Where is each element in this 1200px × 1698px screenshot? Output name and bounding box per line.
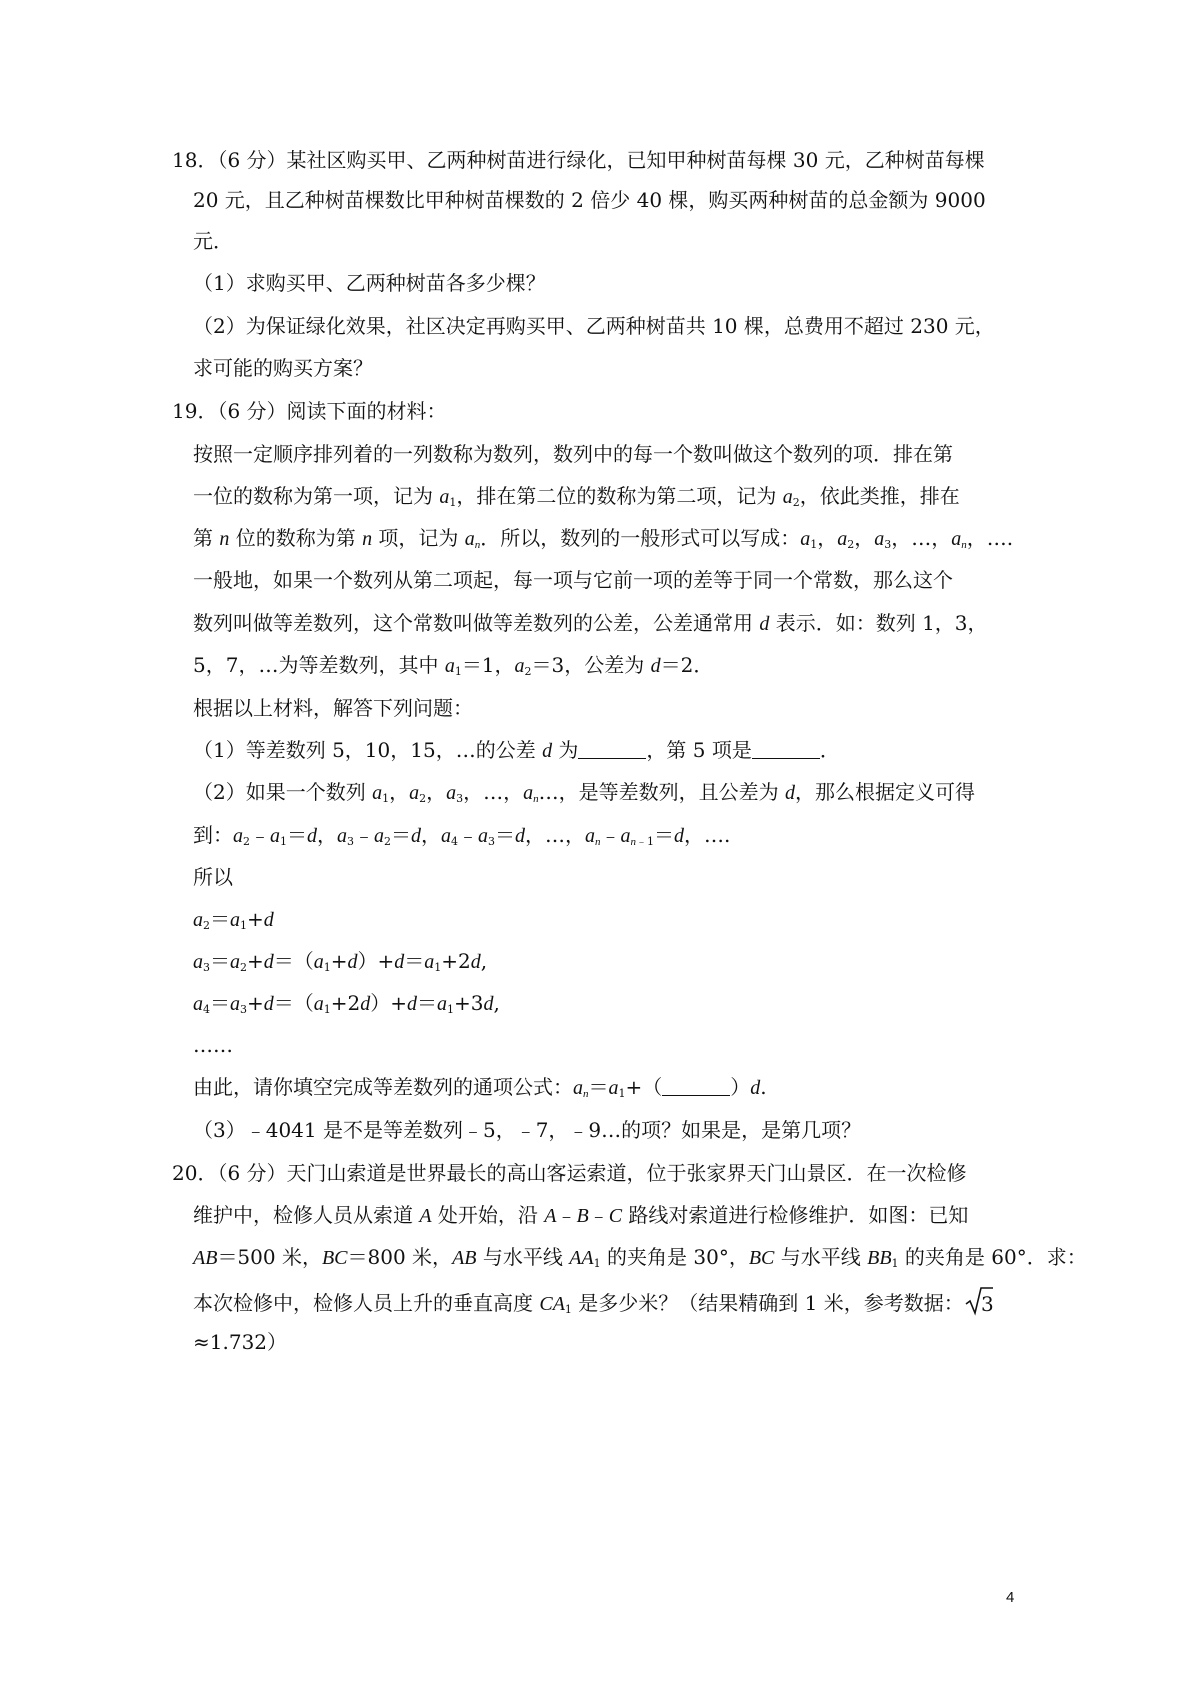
- q19-part-2-line-2: 到：$a_2﹣a_1=d$，$a_3﹣a_2=d$，$a_4﹣a_3=d$，…，$a_n﹣a_{n﹣1}=d$，….: [193, 823, 731, 848]
- q19-general-formula: 由此，请你填空完成等差数列的通项公式：$a_n=a_1+$（ ）d.: [193, 1075, 767, 1100]
- q19-ellipsis: ……: [193, 1033, 233, 1057]
- q20-line-3: AB＝500 米，BC＝800 米，AB 与水平线 $AA_1$ 的夹角是 30°，BC 与水平线 $BB_1$ 的夹角是 60°．求：: [193, 1245, 1087, 1270]
- q18-line-2: 20 元，且乙种树苗棵数比甲种树苗棵数的 2 倍少 40 棵，购买两种树苗的总金额为 9000: [193, 188, 986, 212]
- q18-part-2-line-2: 求可能的购买方案？: [193, 356, 373, 380]
- q19-material-line-4: 一般地，如果一个数列从第二项起，每一项与它前一项的差等于同一个常数，那么这个: [193, 568, 953, 592]
- q20-line-1: 20．（6 分）天门山索道是世界最长的高山客运索道，位于张家界天门山景区．在一次检修: [172, 1161, 967, 1185]
- page-number: 4: [1006, 1589, 1015, 1606]
- answer-blank-general-term[interactable]: [662, 1075, 730, 1096]
- q20-line-5: ≈1.732）: [193, 1330, 288, 1354]
- square-root-sign: [964, 1286, 994, 1316]
- q19-material-line-2: 一位的数称为第一项，记为 $a_1$，排在第二位的数称为第二项，记为 $a_2$，依此类推，排在: [193, 484, 960, 509]
- q19-material-line-5: 数列叫做等差数列，这个常数叫做等差数列的公差，公差通常用 d 表示．如：数列 1，3，: [193, 611, 988, 635]
- q19-part-1: （1）等差数列 5，10，15，…的公差 d 为 ，第 5 项是 ．: [193, 738, 840, 762]
- q19-part-3: （3）﹣4041 是不是等差数列﹣5，﹣7，﹣9…的项？如果是，是第几项？: [193, 1118, 862, 1142]
- q18-line-1: 18．（6 分）某社区购买甲、乙两种树苗进行绿化，已知甲种树苗每棵 30 元，乙种树苗每棵: [172, 148, 985, 172]
- q20-line-2: 维护中，检修人员从索道 A 处开始，沿 A﹣B﹣C 路线对索道进行检修维护．如图：已知: [193, 1203, 969, 1227]
- q19-formula-1: $a_2=a_1+d$: [193, 907, 274, 932]
- q20-line-4: 本次检修中，检修人员上升的垂直高度 $CA_1$ 是多少米？（结果精确到 1 米，参考数据： 3: [193, 1286, 994, 1317]
- q19-so: 所以: [193, 865, 233, 889]
- answer-blank-fifth-term[interactable]: [752, 738, 820, 759]
- q19-material-line-6: 5，7，…为等差数列，其中 $a_1=1$，$a_2=3$，公差为 d＝2．: [193, 653, 714, 678]
- q19-instruction: 根据以上材料，解答下列问题：: [193, 696, 473, 720]
- q18-line-3: 元．: [193, 229, 233, 253]
- q18-part-1: （1）求购买甲、乙两种树苗各多少棵？: [193, 271, 546, 295]
- q19-formula-2: $a_3=a_2+d=(a_1+d)+d=a_1+2d$,: [193, 949, 488, 974]
- q19-heading: 19．（6 分）阅读下面的材料：: [172, 399, 447, 423]
- q18-part-2-line-1: （2）为保证绿化效果，社区决定再购买甲、乙两种树苗共 10 棵，总费用不超过 230 元，: [193, 314, 995, 338]
- q19-part-2-line-1: （2）如果一个数列 $a_1$，$a_2$，$a_3$，…，$a_n\dots$，是等差数列，且公差为 d，那么根据定义可得: [193, 780, 975, 805]
- q19-material-line-3: 第 n 位的数称为第 n 项，记为 $a_n$．所以，数列的一般形式可以写成：$a_1$，$a_2$，$a_3$，…，$a_n$，….: [193, 526, 1014, 551]
- answer-blank-common-difference[interactable]: [578, 738, 646, 759]
- sqrt-radicand: 3: [980, 1292, 994, 1316]
- q19-formula-3: $a_4=a_3+d=(a_1+2d)+d=a_1+3d$,: [193, 991, 500, 1016]
- q19-material-line-1: 按照一定顺序排列着的一列数称为数列，数列中的每一个数叫做这个数列的项．排在第: [193, 442, 953, 466]
